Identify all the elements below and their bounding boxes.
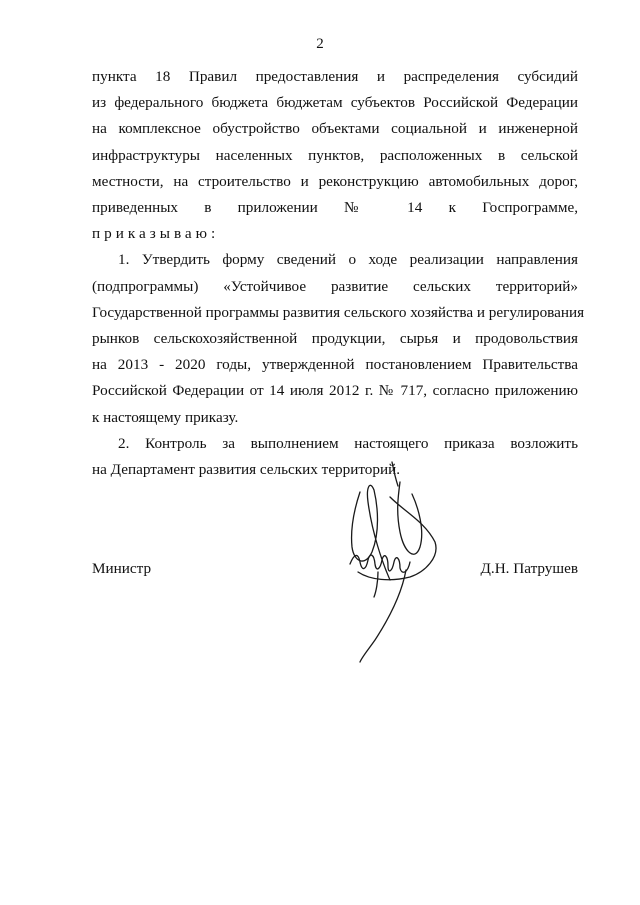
item-2-line-1: 2. Контроль за выполнением настоящего приказа возложить (118, 434, 578, 452)
paragraph-1-line-6: приведенных в приложении № 14 к Госпрограмме, (92, 199, 578, 217)
signatory-position: Министр (92, 560, 152, 577)
item-1-line-7: к настоящему приказу. (92, 408, 239, 426)
item-1-line-4: рынков сельскохозяйственной продукции, сырья и продовольствия (92, 330, 578, 348)
item-1-line-1: 1. Утвердить форму сведений о ходе реализации направления (118, 251, 578, 269)
paragraph-1-line-3: на комплексное обустройство объектами социальной и инженерной (92, 120, 578, 138)
item-1-line-5: на 2013 - 2020 годы, утвержденной постановлением Правительства (92, 356, 578, 374)
paragraph-1-line-4: инфраструктуры населенных пунктов, расположенных в сельской (92, 146, 578, 164)
item-2-line-2: на Департамент развития сельских территорий. (92, 461, 401, 479)
item-1-line-6: Российской Федерации от 14 июля 2012 г. № 717, согласно приложению (92, 382, 578, 400)
item-1-line-2: (подпрограммы) «Устойчивое развитие сельских территорий» (92, 277, 578, 295)
signatory-name: Д.Н. Патрушев (480, 560, 578, 577)
document-body (92, 64, 585, 483)
paragraph-1-line-1: пункта 18 Правил предоставления и распределения субсидий (92, 68, 578, 85)
paragraph-1-line-2: из федерального бюджета бюджетам субъектов Российской Федерации (92, 94, 578, 112)
item-1-line-3: Государственной программы развития сельского хозяйства и регулирования (92, 303, 585, 321)
page-number: 2 (316, 36, 324, 52)
handwritten-signature (330, 452, 440, 682)
order-keyword: приказываю: (92, 225, 220, 243)
paragraph-1-line-5: местности, на строительство и реконструкцию автомобильных дорог, (92, 172, 578, 190)
